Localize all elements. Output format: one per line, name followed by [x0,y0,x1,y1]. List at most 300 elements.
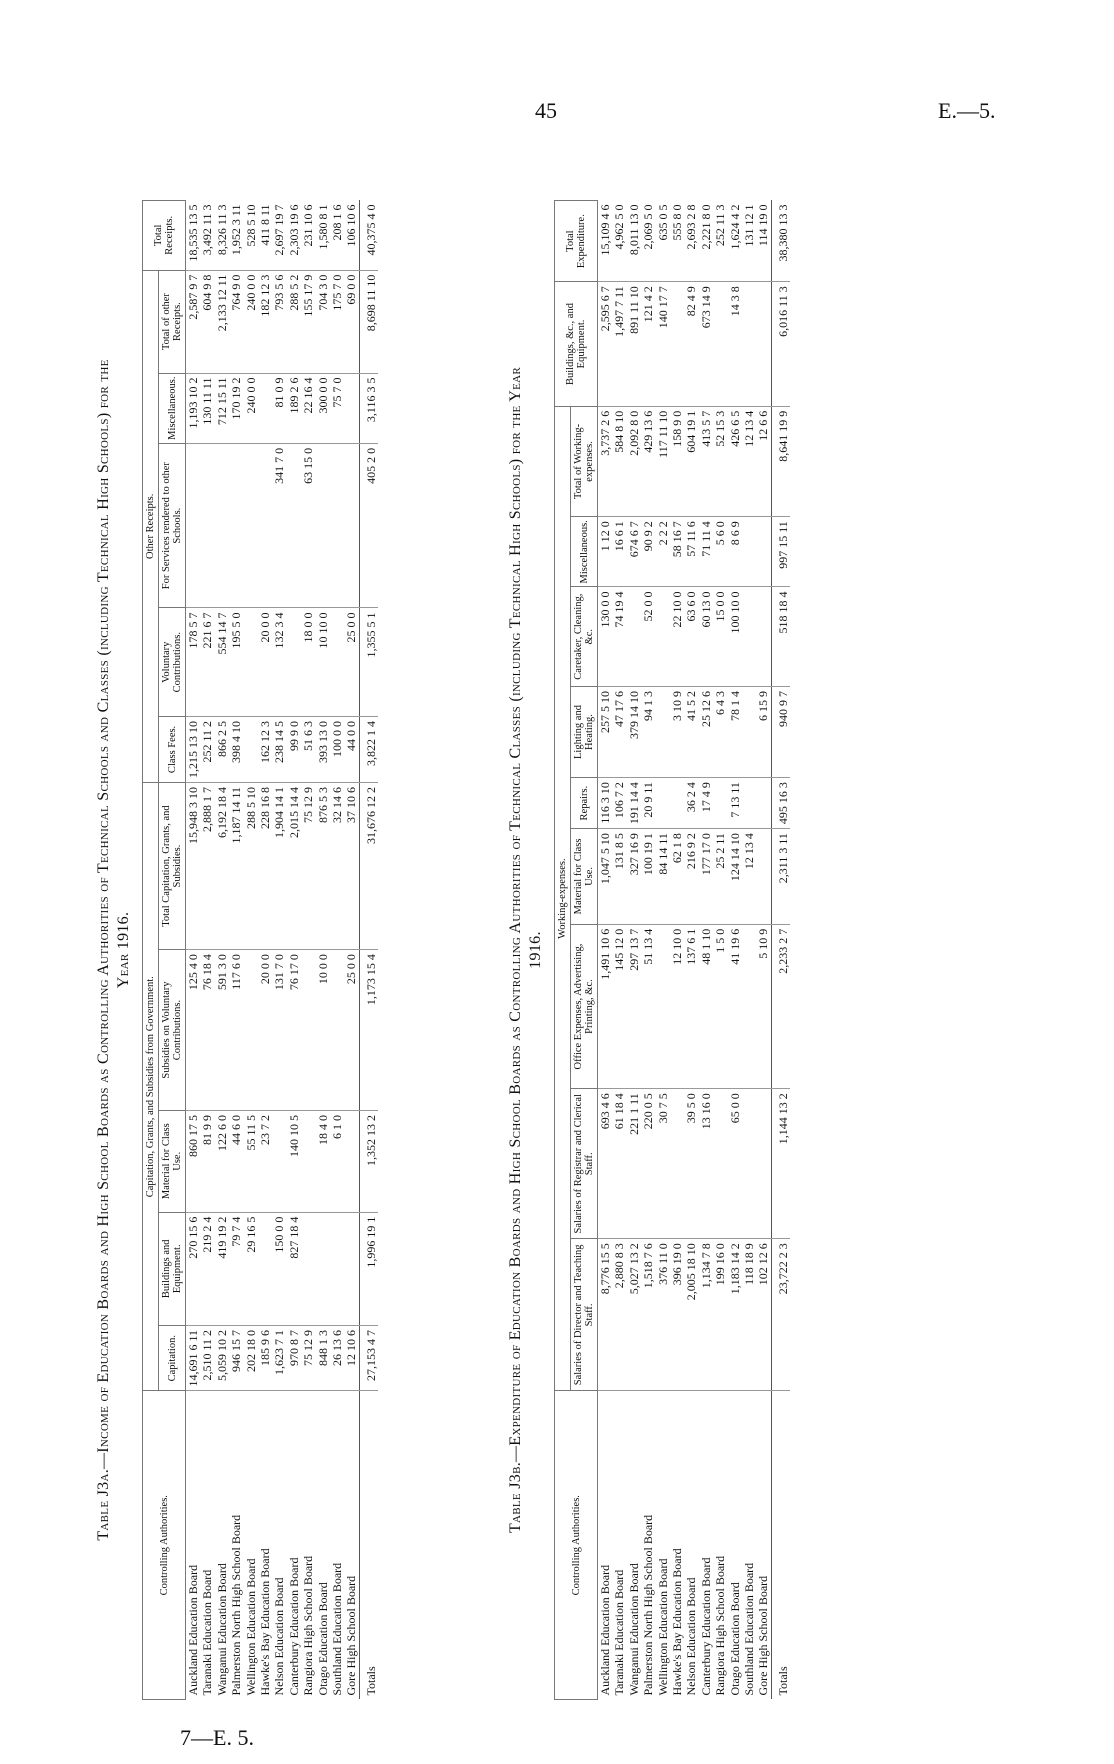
amount-cell: 177 17 0 [699,829,713,925]
total-cell: 1,144 13 2 [771,1089,790,1239]
amount-cell: 121 4 2 [641,282,655,406]
amount-cell: 327 16 9 [627,829,641,925]
authority-name: Palmerston North High School Board [229,1514,244,1696]
totals-row [359,201,378,1700]
amount-cell [330,608,344,716]
amount-cell: 114 19 0 [756,201,771,282]
amount-cell: 65 0 0 [728,1089,742,1239]
amount-cell [316,1212,330,1325]
amount-cell: 26 13 6 [330,1325,344,1391]
amount-cell: 20 0 0 [258,950,272,1111]
amount-cell: 6 15 9 [756,686,771,777]
amount-cell: 55 11 5 [244,1110,258,1212]
amount-cell: 10 0 0 [316,950,330,1111]
amount-cell: 2,092 8 0 [627,406,641,516]
amount-cell: 122 6 0 [215,1110,229,1212]
total-cell: 2,233 2 7 [771,924,790,1089]
table-row [229,201,243,1700]
amount-cell: 78 1 4 [728,686,742,777]
amount-cell: 1,580 8 1 [316,201,330,271]
column-header: Capitation. [159,1325,186,1391]
table-row [699,201,713,1700]
amount-cell: 426 6 5 [728,406,742,516]
amount-cell: 3,492 11 3 [200,201,214,271]
amount-cell: 764 9 0 [229,270,243,373]
authority-name: Otago Education Board [315,1582,330,1696]
amount-cell: 12 10 6 [344,1325,359,1391]
amount-cell: 240 0 0 [244,270,258,373]
amount-cell [656,778,670,829]
amount-cell: 393 13 0 [316,716,330,782]
table-row [713,201,727,1700]
amount-cell: 411 8 11 [258,201,272,271]
amount-cell: 228 16 8 [258,782,272,949]
total-cell: 1,352 13 2 [359,1110,378,1212]
amount-cell [756,282,771,406]
authority-name: Palmerston North High School Board [641,1514,656,1696]
amount-cell: 131 7 0 [272,950,286,1111]
amount-cell [244,716,258,782]
amount-cell: 58 16 7 [670,517,684,587]
amount-cell: 221 6 7 [200,608,214,716]
amount-cell: 257 5 10 [598,686,613,777]
amount-cell: 13 16 0 [699,1089,713,1239]
table-row [330,201,344,1700]
amount-cell: 36 2 4 [684,778,698,829]
amount-cell: 117 6 0 [229,950,243,1111]
amount-cell: 2,595 6 7 [598,282,613,406]
authority-name: Canterbury Education Board [698,1557,713,1696]
amount-cell: 63 15 0 [301,443,315,608]
amount-cell: 584 8 10 [612,406,626,516]
amount-cell [287,608,301,716]
amount-cell: 29 16 5 [244,1212,258,1325]
amount-cell [301,950,315,1111]
amount-cell: 52 15 3 [713,406,727,516]
table-row [598,201,613,1700]
amount-cell: 39 5 0 [684,1089,698,1239]
total-cell: 495 16 3 [771,778,790,829]
amount-cell: 8,326 11 3 [215,201,229,271]
amount-cell: 69 0 0 [344,270,359,373]
table-row [287,201,301,1700]
amount-cell: 130 11 11 [200,373,214,443]
amount-cell: 288 5 2 [287,270,301,373]
amount-cell: 220 0 5 [641,1089,655,1239]
amount-cell: 155 17 9 [301,270,315,373]
table-row [627,201,641,1700]
amount-cell [713,778,727,829]
authority-name: Wanganui Education Board [214,1563,229,1696]
column-header: Miscellaneous. [159,373,186,443]
rotated-sheet [94,140,994,1700]
amount-cell: 1,134 7 8 [699,1239,713,1391]
amount-cell: 398 4 10 [229,716,243,782]
amount-cell: 51 13 4 [641,924,655,1089]
amount-cell: 189 2 6 [287,373,301,443]
amount-cell: 6,192 18 4 [215,782,229,949]
column-header: Total Capitation, Grants, and Subsidies. [159,782,186,949]
amount-cell [330,1212,344,1325]
amount-cell: 1,491 10 6 [598,924,613,1089]
table-j3b-title: Table J3b.—Expenditure of Education Boards and High School Boards as Controlling Authorities of Technical Classes (including Technical High Schools) for the Year 1916. [507,366,544,1534]
amount-cell: 22 10 0 [670,587,684,686]
amount-cell [656,924,670,1089]
amount-cell [330,443,344,608]
page-number: 45 [535,98,557,123]
amount-cell [215,443,229,608]
table-row [656,201,670,1700]
amount-cell: 591 3 0 [215,950,229,1111]
folio-mark: 7—E. 5. [180,1725,254,1750]
authority-name: Canterbury Education Board [286,1557,301,1696]
authority-name: Gore High School Board [756,1575,771,1696]
amount-cell: 63 6 0 [684,587,698,686]
amount-cell: 379 14 10 [627,686,641,777]
amount-cell [301,1212,315,1325]
amount-cell: 1,518 7 6 [641,1239,655,1391]
amount-cell: 2 2 2 [656,517,670,587]
column-header: Salaries of Director and Teaching Staff. [571,1239,598,1391]
amount-cell: 20 9 11 [641,778,655,829]
table-row [215,201,229,1700]
amount-cell [742,587,756,686]
table-row [641,201,655,1700]
amount-cell [756,778,771,829]
amount-cell [344,1110,359,1212]
amount-cell [742,1089,756,1239]
column-header: Voluntary Contributions. [159,608,186,716]
amount-cell: 30 7 5 [656,1089,670,1239]
total-cell: 8,698 11 10 [359,270,378,373]
authority-name: Southland Education Board [742,1562,757,1696]
amount-cell: 25 0 0 [344,950,359,1111]
amount-cell: 827 18 4 [287,1212,301,1325]
amount-cell: 3 10 9 [670,686,684,777]
amount-cell: 195 5 0 [229,608,243,716]
total-cell: 3,116 3 5 [359,373,378,443]
amount-cell: 81 9 9 [200,1110,214,1212]
amount-cell: 12 6 6 [756,406,771,516]
table-row [670,201,684,1700]
amount-cell: 81 0 9 [272,373,286,443]
total-cell: 27,153 4 7 [359,1325,378,1391]
col-group-other: Other Receipts. [143,270,159,782]
column-header: Lighting and Heating. [571,686,598,777]
table-row [742,201,756,1700]
total-cell: 8,641 19 9 [771,406,790,516]
total-cell: 518 18 4 [771,587,790,686]
amount-cell: 300 0 0 [316,373,330,443]
amount-cell: 41 19 6 [728,924,742,1089]
amount-cell: 12 13 4 [742,829,756,925]
amount-cell [344,1212,359,1325]
amount-cell: 876 5 3 [316,782,330,949]
amount-cell: 3,737 2 6 [598,406,613,516]
amount-cell: 18 4 0 [316,1110,330,1212]
amount-cell: 12 10 0 [670,924,684,1089]
table-row [684,201,698,1700]
amount-cell [287,443,301,608]
amount-cell [742,517,756,587]
amount-cell: 14 3 8 [728,282,742,406]
column-header: For Services rendered to other Schools. [159,443,186,608]
amount-cell: 15,948 3 10 [186,782,201,949]
amount-cell: 8,776 15 5 [598,1239,613,1391]
amount-cell: 62 1 8 [670,829,684,925]
amount-cell [229,443,243,608]
table-row [316,201,330,1700]
amount-cell: 10 10 0 [316,608,330,716]
table-row [728,201,742,1700]
amount-cell: 170 19 2 [229,373,243,443]
amount-cell: 182 12 3 [258,270,272,373]
amount-cell [756,517,771,587]
amount-cell: 297 13 7 [627,924,641,1089]
amount-cell [272,1110,286,1212]
total-cell: 405 2 0 [359,443,378,608]
amount-cell [756,587,771,686]
amount-cell: 199 16 0 [713,1239,727,1391]
amount-cell: 140 17 7 [656,282,670,406]
amount-cell: 71 11 4 [699,517,713,587]
amount-cell: 124 14 10 [728,829,742,925]
amount-cell: 5 10 9 [756,924,771,1089]
authority-name: Wellington Education Board [243,1558,258,1696]
amount-cell: 131 8 5 [612,829,626,925]
amount-cell [258,1212,272,1325]
amount-cell [244,608,258,716]
amount-cell: 116 3 10 [598,778,613,829]
amount-cell: 25 0 0 [344,608,359,716]
amount-cell: 7 13 11 [728,778,742,829]
amount-cell: 891 11 10 [627,282,641,406]
amount-cell: 25 12 6 [699,686,713,777]
amount-cell: 117 11 10 [656,406,670,516]
amount-cell: 52 0 0 [641,587,655,686]
amount-cell: 61 18 4 [612,1089,626,1239]
authority-name: Wellington Education Board [655,1558,670,1696]
amount-cell: 15 0 0 [713,587,727,686]
totals-row [771,201,790,1700]
amount-cell: 2,510 11 2 [200,1325,214,1391]
amount-cell: 1,952 3 11 [229,201,243,271]
authority-name: Hawke's Bay Education Board [670,1548,685,1696]
amount-cell: 2,693 2 8 [684,201,698,282]
column-header: Material for Class Use. [571,829,598,925]
authority-name: Southland Education Board [330,1562,345,1696]
amount-cell: 1,904 14 1 [272,782,286,949]
amount-cell: 82 4 9 [684,282,698,406]
amount-cell: 32 14 6 [330,782,344,949]
amount-cell: 1,047 5 10 [598,829,613,925]
amount-cell: 23 7 2 [258,1110,272,1212]
amount-cell [670,282,684,406]
amount-cell: 1,183 14 2 [728,1239,742,1391]
authority-name: Nelson Education Board [684,1577,699,1696]
amount-cell [670,1089,684,1239]
amount-cell: 22 16 4 [301,373,315,443]
amount-cell: 1,193 10 2 [186,373,201,443]
amount-cell [344,373,359,443]
amount-cell: 41 5 2 [684,686,698,777]
amount-cell: 137 6 1 [684,924,698,1089]
amount-cell: 341 7 0 [272,443,286,608]
authority-name: Nelson Education Board [272,1577,287,1696]
amount-cell: 429 13 6 [641,406,655,516]
amount-cell: 6 4 3 [713,686,727,777]
authority-name: Auckland Education Board [186,1564,200,1696]
column-header: Class Fees. [159,716,186,782]
expenditure-table [554,200,790,1700]
amount-cell: 252 11 3 [713,201,727,282]
amount-cell [756,1089,771,1239]
amount-cell [670,778,684,829]
income-table [142,200,378,1700]
amount-cell: 202 18 0 [244,1325,258,1391]
authority-name: Rangiora High School Board [301,1555,316,1696]
amount-cell: 162 12 3 [258,716,272,782]
table-row [258,201,272,1700]
column-header: Total of Working-expenses. [571,406,598,516]
amount-cell: 221 1 11 [627,1089,641,1239]
authority-name: Wanganui Education Board [626,1563,641,1696]
amount-cell: 1,187 14 11 [229,782,243,949]
amount-cell: 1,624 4 2 [728,201,742,282]
amount-cell: 2,015 14 4 [287,782,301,949]
amount-cell: 76 17 0 [287,950,301,1111]
amount-cell: 693 4 6 [598,1089,613,1239]
table-j3a-title: Table J3a.—Income of Education Boards and High School Boards as Controlling Authorities of Technical Schools and Classes (including Technical High Schools) for the Year 1916. [95,359,132,1541]
amount-cell: 18,535 13 5 [186,201,201,271]
amount-cell: 75 7 0 [330,373,344,443]
total-cell: 40,375 4 0 [359,201,378,271]
amount-cell [742,924,756,1089]
amount-cell: 673 14 9 [699,282,713,406]
authority-name: Auckland Education Board [598,1564,612,1696]
column-header: Material for Class Use. [159,1110,186,1212]
amount-cell: 130 0 0 [598,587,613,686]
table-row [272,201,286,1700]
col-auth: Controlling Authorities. [555,1391,598,1700]
authority-name: Taranaki Education Board [612,1569,627,1696]
amount-cell: 140 10 5 [287,1110,301,1212]
amount-cell: 4,962 5 0 [612,201,626,282]
amount-cell [258,373,272,443]
authority-name: Hawke's Bay Education Board [258,1548,273,1696]
amount-cell: 2,880 8 3 [612,1239,626,1391]
amount-cell [742,778,756,829]
amount-cell: 674 6 7 [627,517,641,587]
total-cell: 3,822 1 4 [359,716,378,782]
amount-cell: 419 19 2 [215,1212,229,1325]
amount-cell: 14,691 6 11 [186,1325,201,1391]
column-header: Buildings and Equipment. [159,1212,186,1325]
amount-cell: 2,005 18 10 [684,1239,698,1391]
amount-cell [656,686,670,777]
amount-cell: 288 5 10 [244,782,258,949]
amount-cell: 131 12 1 [742,201,756,282]
total-cell: 31,676 12 2 [359,782,378,949]
amount-cell: 178 5 7 [186,608,201,716]
amount-cell [186,443,201,608]
amount-cell: 44 0 0 [344,716,359,782]
amount-cell: 76 18 4 [200,950,214,1111]
amount-cell: 44 6 0 [229,1110,243,1212]
amount-cell [258,443,272,608]
amount-cell: 90 9 2 [641,517,655,587]
total-cell: 6,016 11 3 [771,282,790,406]
col-total-receipts: Total Receipts. [143,201,186,271]
table-row [186,201,201,1700]
total-cell: 1,996 19 1 [359,1212,378,1325]
table-j3b [506,200,790,1700]
amount-cell: 528 5 10 [244,201,258,271]
table-row [301,201,315,1700]
amount-cell: 1,623 7 1 [272,1325,286,1391]
amount-cell [713,282,727,406]
amount-cell: 15,109 4 6 [598,201,613,282]
amount-cell: 8,011 13 0 [627,201,641,282]
amount-cell: 554 14 7 [215,608,229,716]
table-row [612,201,626,1700]
amount-cell: 1 5 0 [713,924,727,1089]
amount-cell: 2,697 19 7 [272,201,286,271]
amount-cell: 1,215 13 10 [186,716,201,782]
amount-cell: 604 9 8 [200,270,214,373]
amount-cell: 219 2 4 [200,1212,214,1325]
amount-cell [200,443,214,608]
amount-cell: 74 19 4 [612,587,626,686]
table-row [756,201,771,1700]
amount-cell [656,587,670,686]
amount-cell: 51 6 3 [301,716,315,782]
amount-cell: 18 0 0 [301,608,315,716]
column-header: Repairs. [571,778,598,829]
authority-name: Gore High School Board [344,1575,359,1696]
column-header: Total of other Receipts. [159,270,186,373]
amount-cell: 635 0 5 [656,201,670,282]
amount-cell: 8 6 9 [728,517,742,587]
amount-cell: 75 12 9 [301,782,315,949]
amount-cell: 175 7 0 [330,270,344,373]
amount-cell: 79 7 4 [229,1212,243,1325]
amount-cell: 866 2 5 [215,716,229,782]
amount-cell: 2,069 5 0 [641,201,655,282]
amount-cell: 102 12 6 [756,1239,771,1391]
totals-label: Totals [771,1391,790,1700]
amount-cell: 57 11 6 [684,517,698,587]
total-cell: 940 9 7 [771,686,790,777]
column-header: Miscellaneous. [571,517,598,587]
authority-name: Otago Education Board [727,1582,742,1696]
amount-cell: 252 11 2 [200,716,214,782]
total-cell: 997 15 11 [771,517,790,587]
amount-cell: 16 6 1 [612,517,626,587]
amount-cell: 240 0 0 [244,373,258,443]
amount-cell: 860 17 5 [186,1110,201,1212]
amount-cell: 376 11 0 [656,1239,670,1391]
amount-cell: 37 10 6 [344,782,359,949]
amount-cell [344,443,359,608]
amount-cell: 47 17 6 [612,686,626,777]
amount-cell: 106 7 2 [612,778,626,829]
amount-cell: 396 19 0 [670,1239,684,1391]
amount-cell: 145 12 0 [612,924,626,1089]
amount-cell: 5,059 10 2 [215,1325,229,1391]
amount-cell [244,443,258,608]
amount-cell [244,950,258,1111]
